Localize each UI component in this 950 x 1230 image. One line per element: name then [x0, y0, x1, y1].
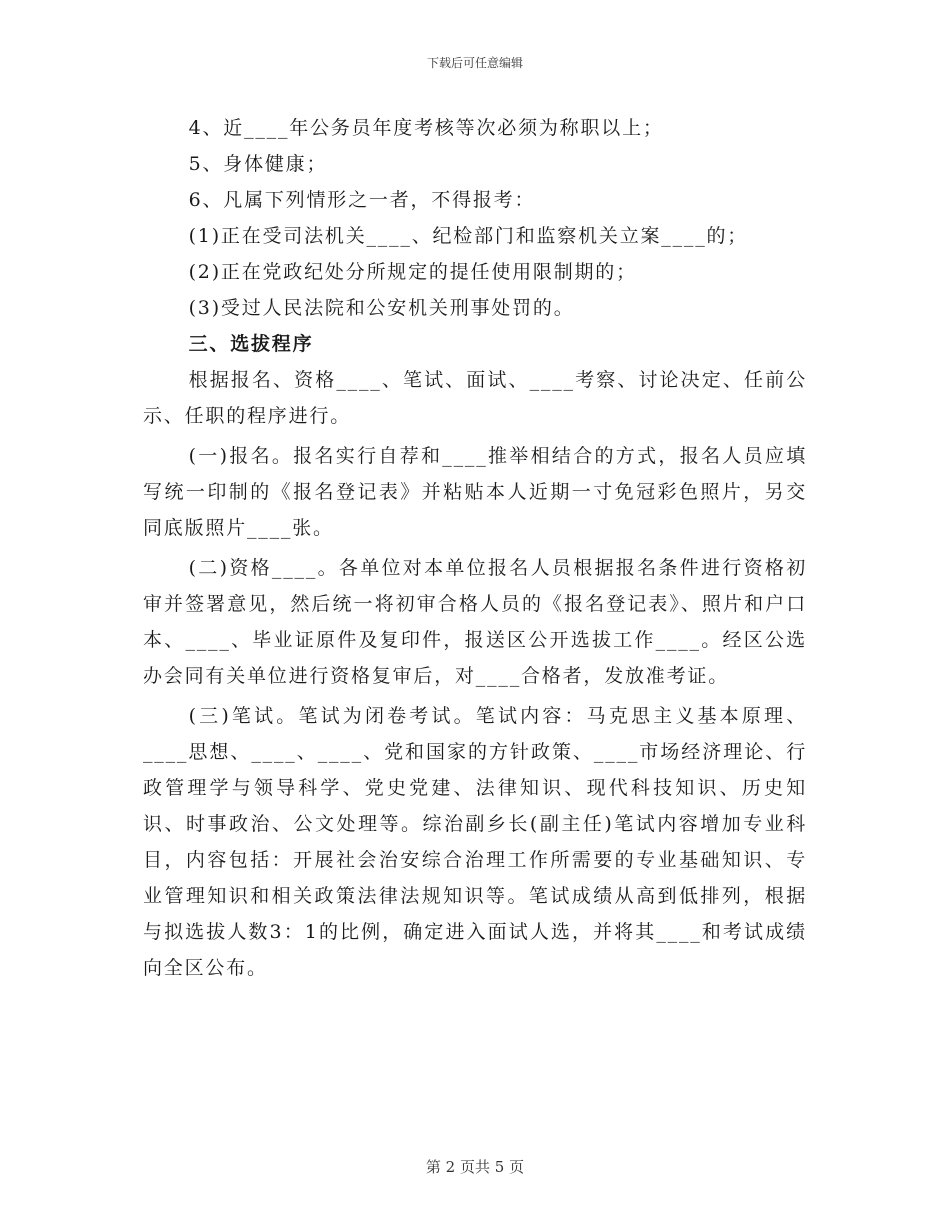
section-heading: 三、选拔程序: [188, 333, 314, 355]
paragraph: 6、凡属下列情形之一者，不得报考：: [188, 189, 536, 211]
paragraph: (1)正在受司法机关____、纪检部门和监察机关立案____的；: [188, 225, 749, 247]
paragraph: 根据报名、资格____、笔试、面试、____考察、讨论决定、任前公示、任职的程序进行。: [143, 369, 807, 427]
paragraph: (3)受过人民法院和公安机关刑事处罚的。: [188, 297, 575, 319]
paragraph: (二)资格____。各单位对本单位报名人员根据报名条件进行资格初审并签署意见，然后统一将初审合格人员的《报名登记表》、照片和户口本、____、毕业证原件及复印件，报送区公开选拔工作____。经区公选办会同有关单位进行资格复审后，对____合格者，发放准考证。: [143, 557, 807, 687]
paragraph: 5、身体健康；: [188, 153, 328, 175]
paragraph: (2)正在党政纪处分所规定的提任使用限制期的；: [188, 261, 637, 283]
page-header: 下载后可任意编辑: [426, 56, 523, 70]
paragraph: (三)笔试。笔试为闭卷考试。笔试内容：马克思主义基本原理、____思想、____、____、党和国家的方针政策、____市场经济理论、行政管理学与领导科学、党史党建、法律知识、现代科技知识、历史知识、时事政治、公文处理等。综治副乡长(副主任)笔试内容增加专业科目，内容包括：开展社会治安综合治理工作所需要的专业基础知识、专业管理知识和相关政策法律法规知识等。笔试成绩从高到低排列，根据与拟选拔人数3：1的比例，确定进入面试人选，并将其____和考试成绩向全区公布。: [143, 705, 807, 979]
document-body: [143, 110, 807, 986]
page-footer: 第 2 页共 5 页: [425, 1158, 525, 1176]
paragraph: 4、近____年公务员年度考核等次必须为称职以上；: [188, 117, 664, 139]
paragraph: (一)报名。报名实行自荐和____推举相结合的方式，报名人员应填写统一印制的《报名登记表》并粘贴本人近期一寸免冠彩色照片，另交同底版照片____张。: [143, 445, 807, 539]
